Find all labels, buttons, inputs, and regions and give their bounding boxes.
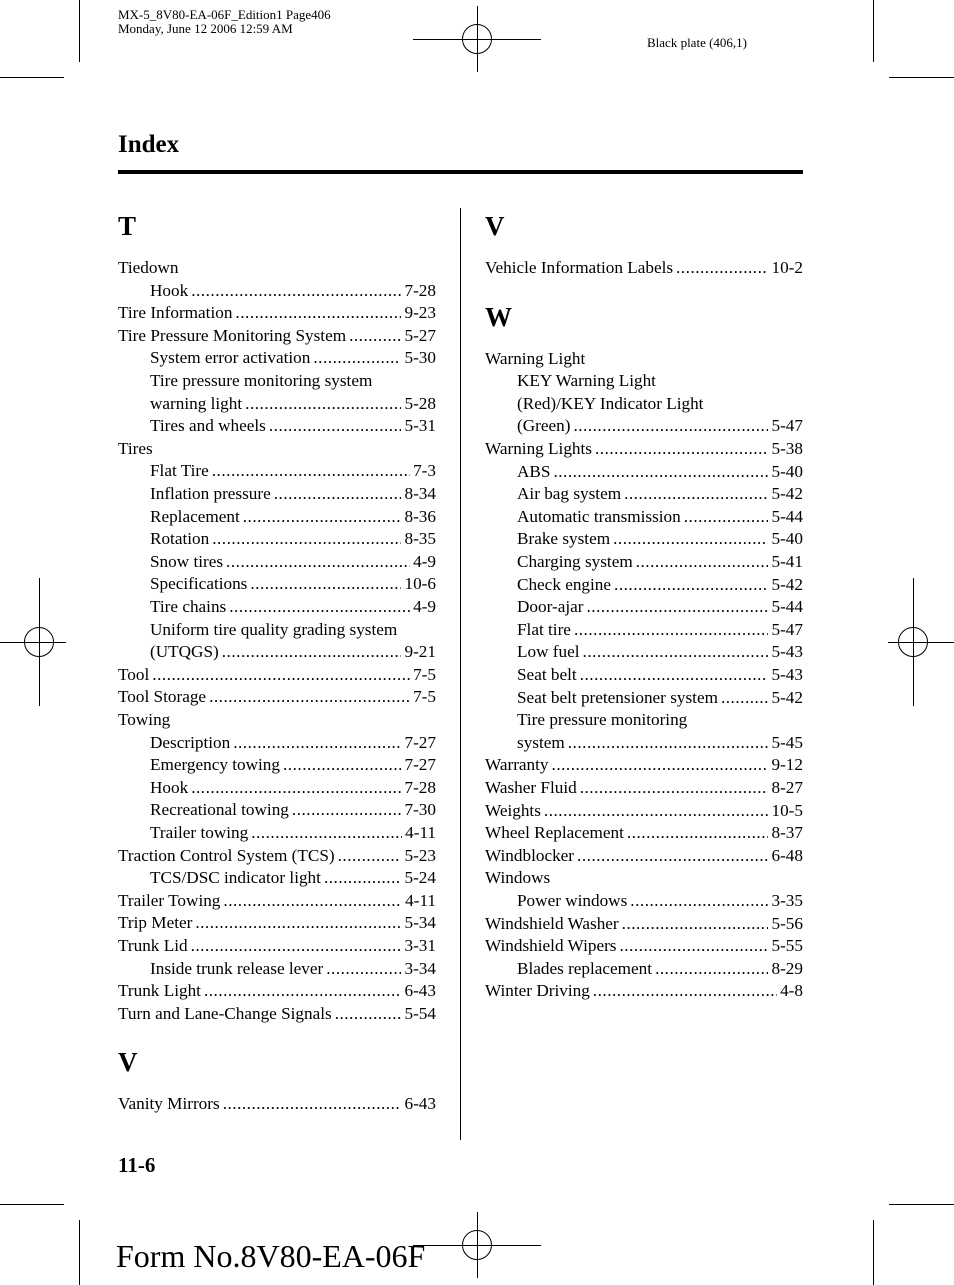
dot-leader: [613, 528, 768, 551]
entry-label: Windows: [485, 868, 551, 888]
index-entry: [118, 302, 436, 325]
entry-page-ref: 4-11: [405, 890, 436, 910]
entry-label: Door-ajar: [517, 597, 584, 617]
index-entry: [118, 438, 436, 461]
index-entry: [485, 913, 803, 936]
dot-leader: [630, 890, 768, 913]
dot-leader: [622, 913, 769, 936]
dot-leader: [580, 664, 769, 687]
entry-label: (Green): [517, 416, 571, 436]
entry-label: Washer Fluid: [485, 778, 577, 797]
dot-leader: [614, 574, 768, 597]
index-letter-heading: W: [485, 301, 512, 332]
dot-leader: [226, 551, 410, 574]
entry-page-ref: 10-6: [404, 574, 436, 594]
index-entry: [118, 912, 436, 935]
entry-page-ref: 5-41: [771, 552, 803, 571]
index-subentry: [517, 551, 803, 574]
entry-page-ref: 8-27: [771, 778, 803, 797]
index-subentry: [150, 573, 436, 596]
entry-label: Uniform tire quality grading system: [150, 619, 398, 639]
print-info-line: MX-5_8V80-EA-06F_Edition1 Page406: [118, 7, 331, 22]
entry-page-ref: 10-5: [771, 800, 803, 820]
index-subentry: [517, 641, 803, 664]
entry-label: (Red)/KEY Indicator Light: [517, 393, 704, 413]
title-rule: [118, 170, 803, 174]
entry-label: System error activation: [150, 348, 311, 368]
index-entry: [485, 777, 803, 800]
entry-page-ref: 5-28: [404, 393, 436, 413]
entry-page-ref: 5-38: [771, 439, 803, 458]
index-subentry: [150, 754, 436, 777]
plate-label: Black plate (406,1): [647, 35, 747, 50]
entry-label: Snow tires: [150, 551, 224, 571]
index-subentry: [517, 574, 803, 597]
entry-label: Tire Pressure Monitoring System: [118, 325, 347, 345]
index-entry: [118, 325, 436, 348]
entry-page-ref: 5-34: [404, 913, 436, 933]
entry-page-ref: 7-5: [413, 664, 436, 684]
registration-mark: [462, 1230, 492, 1260]
index-subentry: [150, 619, 436, 642]
dot-leader: [209, 686, 410, 709]
dot-leader: [544, 800, 769, 823]
registration-mark: [462, 24, 492, 54]
entry-page-ref: 5-40: [771, 529, 803, 549]
dot-leader: [222, 641, 402, 664]
index-entry: [485, 800, 803, 823]
dot-leader: [235, 302, 401, 325]
entry-page-ref: 5-42: [771, 574, 803, 594]
index-entry: [118, 1093, 436, 1116]
entry-page-ref: 5-31: [404, 416, 436, 436]
entry-label: Warning Lights: [485, 439, 592, 458]
form-number: Form No.8V80-EA-06F: [116, 1238, 426, 1274]
index-subentry: [150, 393, 436, 416]
entry-label: Seat belt: [517, 665, 577, 684]
entry-page-ref: 5-47: [771, 619, 803, 639]
dot-leader: [191, 935, 402, 958]
dot-leader: [627, 822, 769, 845]
dot-leader: [283, 754, 401, 777]
entry-label: Tiedown: [118, 258, 179, 277]
dot-leader: [636, 551, 769, 574]
entry-page-ref: 7-27: [404, 755, 436, 775]
entry-label: Warranty: [485, 755, 549, 775]
dot-leader: [223, 1093, 402, 1116]
index-subentry: [517, 596, 803, 619]
entry-page-ref: 5-54: [404, 1003, 436, 1023]
dot-leader: [335, 1003, 402, 1026]
index-subentry: [150, 867, 436, 890]
index-subentry: [517, 619, 803, 642]
entry-page-ref: 5-23: [404, 845, 436, 865]
entry-page-ref: 5-44: [771, 506, 803, 526]
index-subentry: [517, 890, 803, 913]
dot-leader: [251, 822, 402, 845]
entry-page-ref: 8-37: [771, 823, 803, 843]
entry-label: Inflation pressure: [150, 484, 271, 503]
dot-leader: [624, 483, 768, 506]
index-subentry: [150, 483, 436, 506]
dot-leader: [245, 393, 401, 416]
dot-leader: [212, 528, 401, 551]
entry-label: Emergency towing: [150, 755, 280, 775]
entry-label: Flat Tire: [150, 461, 209, 481]
index-subentry: [517, 370, 803, 393]
entry-page-ref: 5-30: [404, 348, 436, 368]
registration-mark: [898, 627, 928, 657]
entry-label: ABS: [517, 461, 551, 481]
dot-leader: [274, 483, 402, 506]
index-letter-heading: V: [118, 1047, 138, 1078]
dot-leader: [191, 280, 401, 303]
index-subentry: [517, 506, 803, 529]
entry-label: Blades replacement: [517, 958, 653, 978]
dot-leader: [349, 325, 401, 348]
page-title: Index: [118, 131, 180, 158]
dot-leader: [191, 777, 401, 800]
dot-leader: [568, 732, 769, 755]
index-subentry: [150, 596, 436, 619]
index-subentry: [517, 958, 803, 981]
crop-mark: [0, 1204, 64, 1205]
dot-leader: [233, 732, 401, 755]
entry-page-ref: 7-3: [413, 461, 436, 481]
entry-label: Check engine: [517, 574, 612, 594]
dot-leader: [269, 415, 402, 438]
index-subentry: [150, 506, 436, 529]
index-entry: [485, 438, 803, 461]
entry-page-ref: 8-29: [771, 958, 803, 978]
dot-leader: [152, 664, 410, 687]
entry-label: Trailer towing: [150, 823, 249, 842]
entry-label: Tire pressure monitoring: [517, 710, 688, 730]
entry-label: Hook: [150, 280, 189, 300]
dot-leader: [212, 460, 410, 483]
entry-label: Rotation: [150, 529, 210, 549]
index-subentry: [517, 664, 803, 687]
crop-mark: [889, 1204, 954, 1205]
index-entry: [485, 935, 803, 958]
index-subentry: [517, 687, 803, 710]
dot-leader: [586, 596, 768, 619]
crop-mark: [873, 1220, 874, 1285]
entry-label: Seat belt pretensioner system: [517, 687, 718, 707]
entry-page-ref: 8-34: [404, 484, 436, 503]
index-subentry: [150, 460, 436, 483]
entry-page-ref: 5-47: [771, 416, 803, 436]
dot-leader: [324, 867, 402, 890]
entry-page-ref: 8-35: [404, 529, 436, 549]
entry-page-ref: 7-5: [413, 687, 436, 707]
dot-leader: [552, 754, 769, 777]
entry-page-ref: 6-43: [404, 1094, 436, 1114]
entry-label: Charging system: [517, 552, 633, 571]
entry-label: Tire Information: [118, 303, 233, 323]
dot-leader: [583, 641, 769, 664]
entry-page-ref: 5-43: [771, 642, 803, 662]
index-entry: [118, 890, 436, 913]
dot-leader: [619, 935, 768, 958]
entry-label: Tires: [118, 438, 153, 458]
entry-label: Automatic transmission: [517, 506, 681, 526]
dot-leader: [577, 845, 768, 868]
index-subentry: [150, 958, 436, 981]
index-letter-heading: V: [485, 211, 505, 241]
entry-page-ref: 6-43: [404, 981, 436, 1001]
entry-page-ref: 4-9: [413, 551, 436, 571]
entry-label: Windshield Wipers: [485, 936, 617, 956]
entry-page-ref: 5-44: [771, 597, 803, 617]
entry-label: Trunk Light: [118, 981, 201, 1001]
dot-leader: [593, 980, 777, 1003]
entry-label: Low fuel: [517, 642, 580, 662]
entry-label: Tire chains: [150, 597, 227, 616]
index-entry: [485, 980, 803, 1003]
index-entry: [485, 754, 803, 777]
entry-page-ref: 5-27: [404, 325, 436, 345]
entry-page-ref: 7-30: [404, 800, 436, 820]
index-subentry: [150, 415, 436, 438]
entry-page-ref: 3-34: [404, 958, 436, 978]
entry-page-ref: 5-40: [771, 461, 803, 481]
entry-label: system: [517, 732, 565, 752]
dot-leader: [574, 619, 769, 642]
dot-leader: [223, 890, 402, 913]
dot-leader: [195, 912, 401, 935]
index-subentry: [150, 347, 436, 370]
column-divider: [460, 208, 461, 1140]
index-subentry: [150, 280, 436, 303]
dot-leader: [204, 980, 402, 1003]
dot-leader: [676, 257, 768, 280]
entry-page-ref: 5-43: [771, 665, 803, 684]
index-entry: [118, 845, 436, 868]
index-subentry: [150, 551, 436, 574]
entry-page-ref: 5-24: [404, 868, 436, 888]
index-subentry: [150, 799, 436, 822]
index-entry: [118, 257, 436, 280]
entry-label: Vanity Mirrors: [118, 1094, 220, 1114]
index-subentry: [517, 732, 803, 755]
dot-leader: [573, 415, 768, 438]
registration-mark: [24, 627, 54, 657]
index-subentry: [150, 528, 436, 551]
crop-mark: [79, 1220, 80, 1285]
index-entry: [485, 845, 803, 868]
dot-leader: [313, 347, 401, 370]
entry-label: Warning Light: [485, 348, 586, 368]
entry-label: Hook: [150, 777, 189, 797]
entry-label: (UTQGS): [150, 642, 219, 662]
entry-label: KEY Warning Light: [517, 371, 656, 391]
entry-page-ref: 7-28: [404, 777, 436, 797]
entry-page-ref: 3-35: [771, 891, 803, 910]
index-subentry: [150, 732, 436, 755]
dot-leader: [655, 958, 768, 981]
print-info-line: Monday, June 12 2006 12:59 AM: [118, 21, 293, 36]
entry-label: Description: [150, 732, 231, 752]
index-subentry: [517, 483, 803, 506]
entry-page-ref: 5-56: [771, 913, 803, 933]
entry-label: Wheel Replacement: [485, 823, 624, 843]
entry-label: Traction Control System (TCS): [118, 845, 335, 865]
entry-page-ref: 5-42: [771, 687, 803, 707]
dot-leader: [338, 845, 402, 868]
index-subentry: [517, 415, 803, 438]
entry-label: Vehicle Information Labels: [485, 258, 674, 277]
entry-page-ref: 5-42: [771, 484, 803, 504]
entry-label: Turn and Lane-Change Signals: [118, 1003, 332, 1023]
entry-page-ref: 5-55: [771, 936, 803, 956]
entry-label: Windshield Washer: [485, 913, 619, 933]
entry-label: Brake system: [517, 529, 611, 549]
dot-leader: [721, 687, 769, 710]
entry-label: warning light: [150, 393, 243, 413]
dot-leader: [553, 461, 768, 484]
crop-mark: [79, 0, 80, 62]
dot-leader: [250, 573, 401, 596]
entry-page-ref: 3-31: [404, 936, 436, 955]
entry-page-ref: 7-27: [404, 732, 436, 752]
dot-leader: [684, 506, 769, 529]
entry-label: Specifications: [150, 574, 248, 594]
index-entry: [485, 867, 803, 890]
index-entry: [118, 709, 436, 732]
dot-leader: [292, 799, 402, 822]
index-subentry: [150, 777, 436, 800]
entry-label: Windblocker: [485, 845, 575, 865]
entry-label: Trunk Lid: [118, 936, 188, 955]
index-subentry: [150, 641, 436, 664]
entry-label: Flat tire: [517, 619, 571, 639]
entry-label: Tires and wheels: [150, 416, 266, 436]
index-entry: [485, 348, 803, 371]
index-letter-heading: T: [118, 211, 137, 241]
entry-page-ref: 4-8: [780, 981, 803, 1001]
crop-mark: [0, 77, 64, 78]
entry-label: Tire pressure monitoring system: [150, 371, 373, 390]
entry-label: Tool: [118, 664, 150, 684]
crop-mark: [889, 77, 954, 78]
entry-label: Towing: [118, 710, 171, 729]
dot-leader: [243, 506, 402, 529]
dot-leader: [229, 596, 410, 619]
entry-label: TCS/DSC indicator light: [150, 868, 321, 888]
entry-page-ref: 10-2: [771, 258, 803, 277]
index-subentry: [150, 822, 436, 845]
index-entry: [485, 257, 803, 280]
index-entry: [118, 686, 436, 709]
entry-label: Tool Storage: [118, 687, 207, 707]
entry-page-ref: 8-36: [404, 506, 436, 526]
entry-label: Power windows: [517, 891, 628, 910]
index-subentry: [517, 709, 803, 732]
entry-page-ref: 5-45: [771, 732, 803, 752]
index-entry: [118, 1003, 436, 1026]
entry-label: Air bag system: [517, 484, 622, 504]
dot-leader: [595, 438, 769, 461]
dot-leader: [326, 958, 401, 981]
entry-page-ref: 9-21: [404, 642, 436, 662]
entry-label: Weights: [485, 800, 541, 820]
index-entry: [118, 935, 436, 958]
index-entry: [118, 980, 436, 1003]
index-subentry: [150, 370, 436, 393]
entry-label: Inside trunk release lever: [150, 958, 324, 978]
entry-label: Trailer Towing: [118, 890, 221, 910]
index-entry: [118, 664, 436, 687]
entry-page-ref: 9-23: [404, 303, 436, 323]
entry-page-ref: 4-11: [405, 823, 436, 842]
index-subentry: [517, 393, 803, 416]
entry-page-ref: 9-12: [771, 755, 803, 775]
entry-label: Replacement: [150, 506, 240, 526]
entry-page-ref: 4-9: [413, 597, 436, 616]
entry-label: Winter Driving: [485, 981, 590, 1001]
entry-page-ref: 6-48: [771, 845, 803, 865]
page-number: 11-6: [118, 1153, 156, 1177]
crop-mark: [873, 0, 874, 62]
dot-leader: [580, 777, 769, 800]
entry-page-ref: 7-28: [404, 280, 436, 300]
entry-label: Trip Meter: [118, 913, 193, 933]
index-subentry: [517, 528, 803, 551]
index-subentry: [517, 461, 803, 484]
entry-label: Recreational towing: [150, 800, 289, 820]
index-entry: [485, 822, 803, 845]
